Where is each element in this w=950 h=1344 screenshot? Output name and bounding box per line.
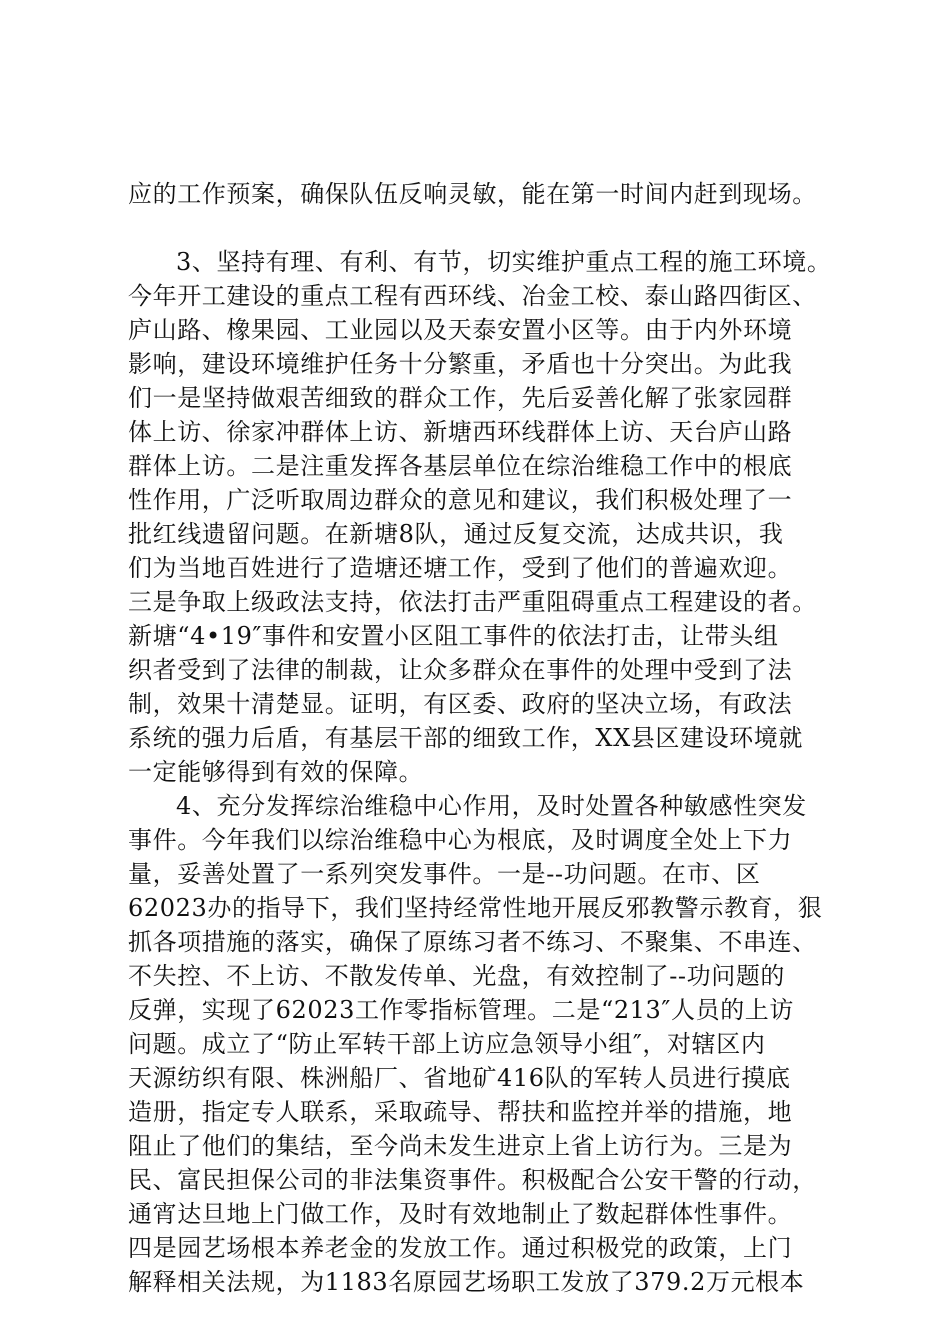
text-line: 体上访、徐家冲群体上访、新塘西环线群体上访、天台庐山路: [128, 418, 793, 446]
text-line: 通宵达旦地上门做工作，及时有效地制止了数起群体性事件。: [128, 1200, 793, 1228]
paragraph-3-first-line: 3、坚持有理、有利、有节，切实维护重点工程的施工环境。: [176, 248, 832, 276]
text-line: 阻止了他们的集结，至今尚未发生进京上省上访行为。三是为: [128, 1132, 793, 1160]
paragraph-4-first-line: 4、充分发挥综治维稳中心作用，及时处置各种敏感性突发: [176, 792, 807, 820]
document-page: [128, 0, 848, 1344]
text-line: 不失控、不上访、不散发传单、光盘，有效控制了--功问题的: [128, 962, 786, 990]
text-line: 新塘“4•19″事件和安置小区阻工事件的依法打击，让带头组: [128, 622, 779, 650]
text-line: 系统的强力后盾，有基层干部的细致工作，XX县区建设环境就: [128, 724, 803, 752]
text-line: 反弹，实现了62023工作零指标管理。二是“213″人员的上访: [128, 996, 794, 1024]
text-line: 天源纺织有限、株洲船厂、省地矿416队的军转人员进行摸底: [128, 1064, 791, 1092]
text-line: 制，效果十清楚显。证明，有区委、政府的坚决立场，有政法: [128, 690, 793, 718]
text-line: 织者受到了法律的制裁，让众多群众在事件的处理中受到了法: [128, 656, 793, 684]
text-line: 性作用，广泛听取周边群众的意见和建议，我们积极处理了一: [128, 486, 793, 514]
text-line: 62023办的指导下，我们坚持经常性地开展反邪教警示教育，狠: [128, 894, 823, 922]
text-line: 民、富民担保公司的非法集资事件。积极配合公安干警的行动，: [128, 1166, 817, 1194]
text-line: 事件。今年我们以综治维稳中心为根底，及时调度全处上下力: [128, 826, 793, 854]
text-line: 影响，建设环境维护任务十分繁重，矛盾也十分突出。为此我: [128, 350, 793, 378]
text-line: 庐山路、橡果园、工业园以及天泰安置小区等。由于内外环境: [128, 316, 793, 344]
text-line: 应的工作预案，确保队伍反响灵敏，能在第一时间内赶到现场。: [128, 180, 817, 208]
text-line: 问题。成立了“防止军转干部上访应急领导小组″，对辖区内: [128, 1030, 766, 1058]
text-line: 量，妥善处置了一系列突发事件。一是--功问题。在市、区: [128, 860, 761, 888]
text-line: 三是争取上级政法支持，依法打击严重阻碍重点工程建设的者。: [128, 588, 817, 616]
text-line: 一定能够得到有效的保障。: [128, 758, 424, 786]
text-line: 四是园艺场根本养老金的发放工作。通过积极党的政策，上门: [128, 1234, 793, 1262]
text-line: 们为当地百姓进行了造塘还塘工作，受到了他们的普遍欢迎。: [128, 554, 793, 582]
text-line: 造册，指定专人联系，采取疏导、帮扶和监控并举的措施，地: [128, 1098, 793, 1126]
text-line: 解释相关法规，为1183名原园艺场职工发放了379.2万元根本: [128, 1268, 805, 1296]
text-line: 们一是坚持做艰苦细致的群众工作，先后妥善化解了张家园群: [128, 384, 793, 412]
text-line: 群体上访。二是注重发挥各基层单位在综治维稳工作中的根底: [128, 452, 793, 480]
text-line: 今年开工建设的重点工程有西环线、冶金工校、泰山路四街区、: [128, 282, 817, 310]
text-line: 批红线遗留问题。在新塘8队，通过反复交流，达成共识，我: [128, 520, 784, 548]
text-line: 抓各项措施的落实，确保了原练习者不练习、不聚集、不串连、: [128, 928, 817, 956]
